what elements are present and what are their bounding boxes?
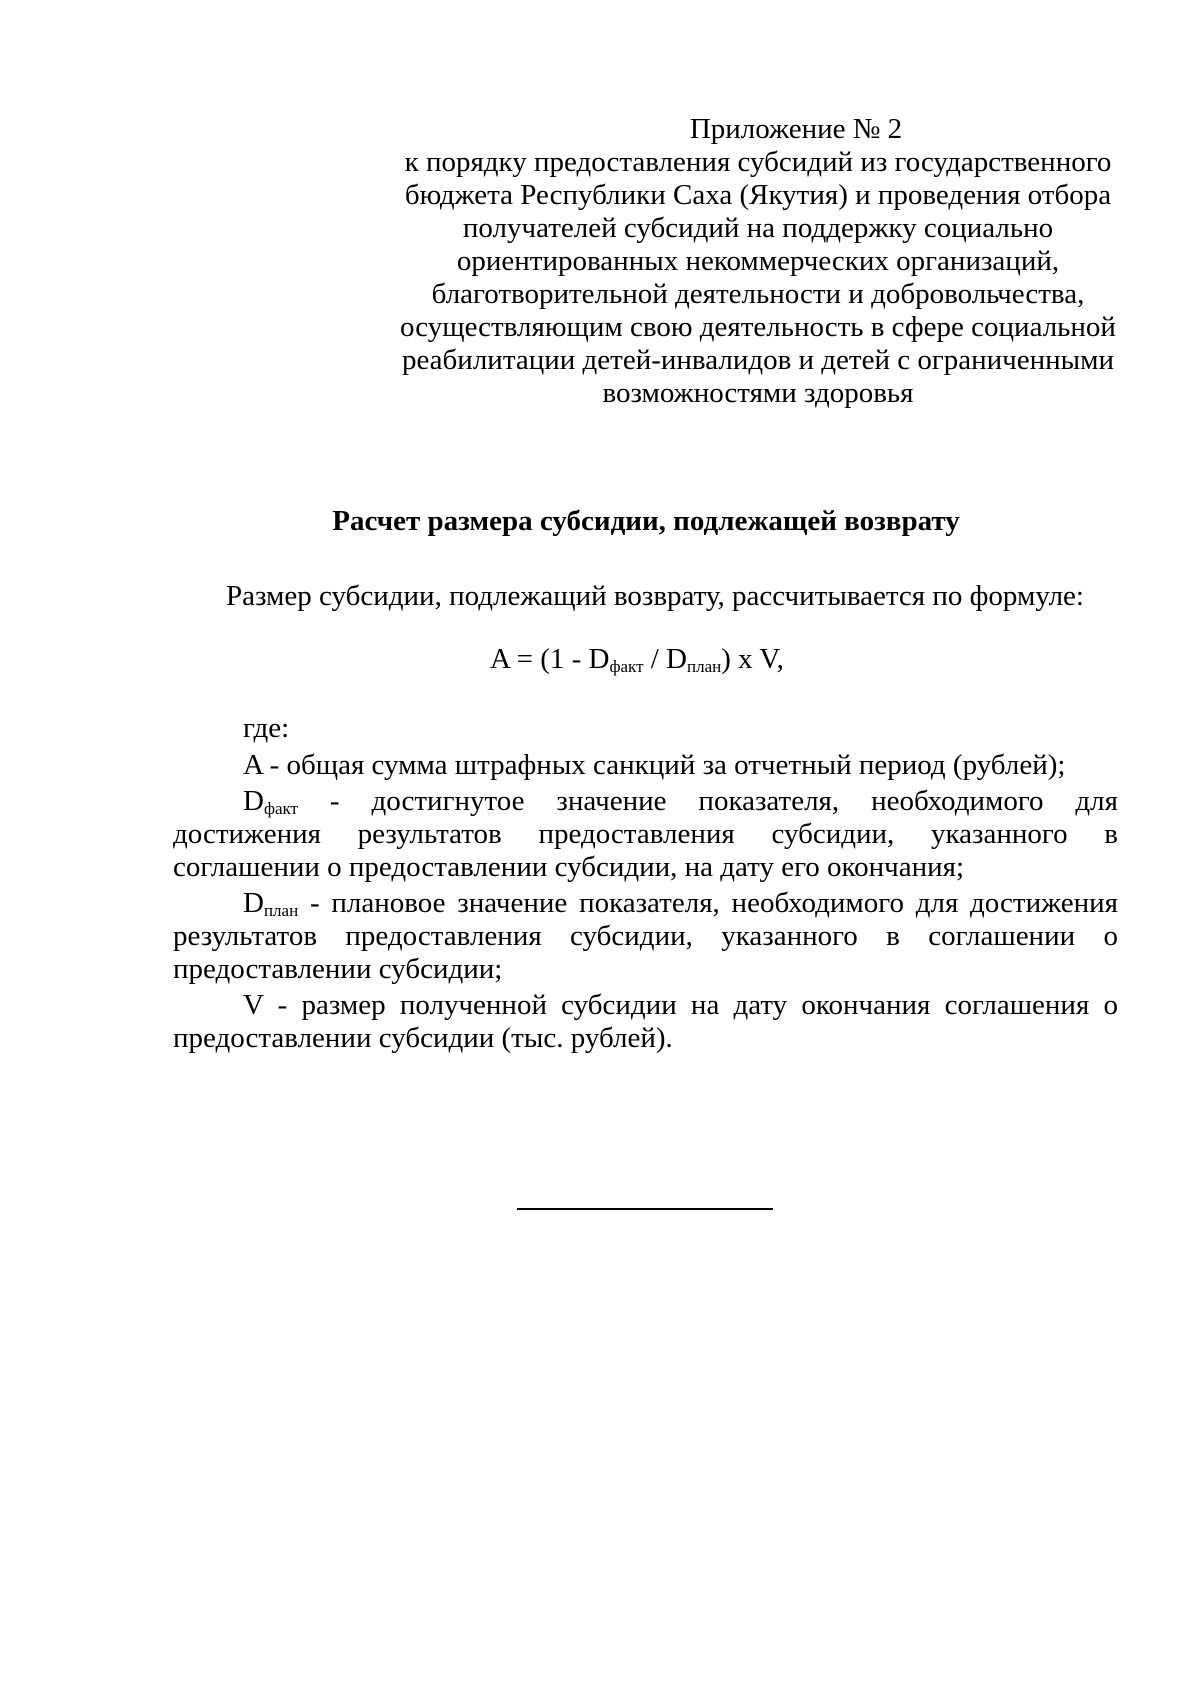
definition-v: V - размер полученной субсидии на дату окончания соглашения о предоставлении субсидии (тыс. рублей). [173,989,1118,1054]
definitions-intro: где: [243,712,290,744]
definition-a: A - общая сумма штрафных санкций за отчетный период (рублей); [243,749,1066,781]
definition-dplan [173,887,1118,986]
annex-line: осуществляющим свою деятельность в сфере социальной [400,311,1116,343]
annex-line: реабилитации детей-инвалидов и детей с ограниченными [401,344,1115,376]
intro-text: Размер субсидии, подлежащий возврату, рассчитывается по формуле: [226,580,1084,612]
dfact-text: - достигнутое значение показателя, необходимого для достижения результатов предоставления субсидии, указанного в соглашении о предоставлении субсидии, на дату его окончания; [173,785,1118,883]
definition-dfact [173,785,1118,884]
definitions [173,712,1118,1058]
annex-line: возможностями здоровья [602,377,914,409]
annex-line: к порядку предоставления субсидий из государственного [404,146,1112,178]
dplan-symbol: D [243,887,264,919]
separator-line [517,1208,773,1210]
annex-header [398,113,1118,410]
formula-prefix: A = (1 - D [490,643,610,675]
formula-sub-fact: факт [609,657,644,676]
annex-line: ориентированных некоммерческих организаций, [456,245,1060,277]
annex-line: бюджета Республики Саха (Якутия) и проведения отбора [404,179,1112,211]
dplan-subscript: план [263,901,299,920]
dfact-symbol: D [243,785,264,817]
formula-sub-plan: план [687,657,722,676]
dfact-subscript: факт [263,799,298,818]
annex-line: благотворительной деятельности и добровольчества, [431,278,1085,310]
formula-mid: / D [643,643,687,675]
formula [490,643,784,676]
section-heading: Расчет размера субсидии, подлежащей возврату [332,505,960,537]
formula-suffix: ) x V, [721,643,784,675]
annex-title: Приложение № 2 [689,113,903,145]
annex-line: получателей субсидий на поддержку социально [462,212,1054,244]
dplan-text: - плановое значение показателя, необходимого для достижения результатов предоставления субсидии, указанного в соглашении о предоставлении субсидии; [173,887,1118,985]
